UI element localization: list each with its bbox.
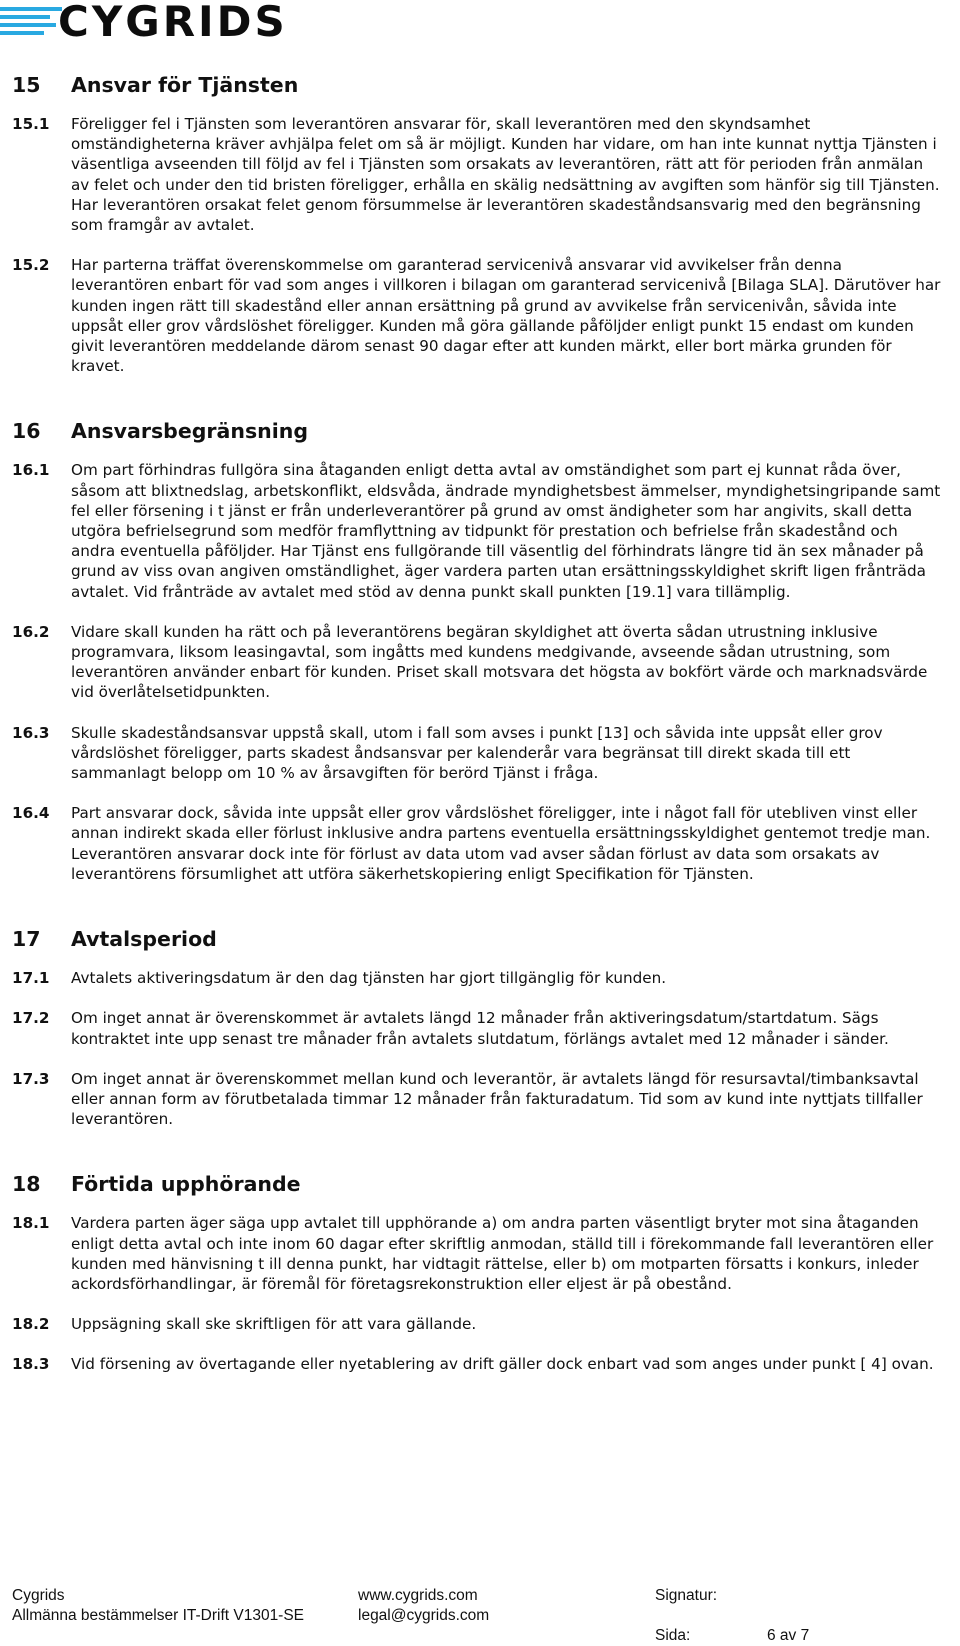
clause: [12, 803, 942, 884]
section-title: Avtalsperiod: [71, 927, 217, 952]
clause-text: Skulle skadeståndsansvar uppstå skall, utom i fall som avses i punkt [13] och såvida inte uppsåt eller grov vårdslöshet föreligger, parts skadest åndsansvar per kalenderår vara begränsat till direkt skada till ett sammanlagt belopp om 10 % av årsavgiften för berörd Tjänst i fråga.: [71, 723, 883, 783]
footer-labels-block: [655, 1586, 717, 1646]
clause-text: Vid försening av övertagande eller nyetablering av drift gäller dock enbart vad som anges under punkt [ 4] ovan.: [71, 1355, 934, 1374]
document-body: [12, 72, 942, 1395]
clause-text: Har parterna träffat överenskommelse om garanterad servicenivå ansvarar vid avvikelser från denna leverantören enbart för vad som anges i villkoren i bilagan om garanterad servicenivå [Bilaga SLA]. Därutöver har kunden ingen rätt till skadestånd eller annan ersättning på grund av avvikelse från servicenivån, såvida inte uppsåt eller grov vårdslöshet föreligger. Kunden må göra gällande påföljder enligt punkt 15 endast om kunden givit leverantören meddelande därom senast 90 dagar efter att kunden märkt, eller bort märka grunden för kravet.: [71, 256, 941, 376]
clause-text: Om inget annat är överenskommet mellan kund och leverantör, är avtalets längd för resursavtal/timbanksavtal eller annan form av förutbetalada timmar 12 månader från fakturadatum. Tid som av kund inte nyttjats tillfaller leverantören.: [71, 1069, 923, 1129]
clause: [12, 723, 942, 784]
clause-number: 17.1: [12, 969, 50, 988]
clause-text: Uppsägning skall ske skriftligen för att vara gällande.: [71, 1315, 477, 1334]
section-number: 17: [12, 927, 41, 952]
footer-company: Cygrids: [12, 1587, 65, 1604]
footer-contact-block: [358, 1586, 489, 1626]
section-title: Förtida upphörande: [71, 1172, 301, 1197]
logo-stripes-icon: [0, 7, 62, 39]
footer-email: legal@cygrids.com: [358, 1607, 490, 1624]
logo-wordmark: CYGRIDS: [58, 0, 288, 46]
clause: [12, 255, 942, 376]
clause-text: Om part förhindras fullgöra sina åtaganden enligt detta avtal av omständighet som part ej kunnat råda över, såsom att blixtnedslag, arbetskonflikt, eldsvåda, ändrade myndighetsbest ämmelser, myndighetsingripande samt fel eller försening i t jänst er från underleverantörer på grund av omst ändigheter som har angivits, skall detta utgöra befrielsegrund som medför framflyttning av tidpunkt för prestation och befrielse från skadestånd och andra eventuella påföljder. Har Tjänst ens fullgörande till väsentlig del förhindrats längre tid än sex månader på grund av viss ovan angiven omständlighet, äger vardera parten utan ersättningsskyldighet skrift ligen frånträda avtalet. Vid frånträde av avtalet med stöd av denna punkt skall punkten [19.1] vara tillämplig.: [71, 461, 941, 601]
clause: [12, 114, 942, 235]
clause: [12, 1069, 942, 1130]
clause: [12, 1314, 942, 1334]
clause-number: 18.1: [12, 1214, 50, 1233]
section-title: Ansvar för Tjänsten: [71, 73, 299, 97]
clause: [12, 460, 942, 601]
clause: [12, 968, 942, 988]
clause: [12, 1008, 942, 1048]
clause-number: 16.1: [12, 461, 50, 480]
clause-number: 17.3: [12, 1069, 50, 1088]
section-heading: [12, 72, 942, 98]
clause-text: Vardera parten äger säga upp avtalet till upphörande a) om andra parten väsentligt bryter mot sina åtaganden enligt detta avtal och inte inom 60 dagar efter skriftlig anmodan, ställd till i förekommande fall leverantören eller kunden med hänvisning t ill denna punkt, har vidtagit rättelse, eller b) om motparten försatts i konkurs, inleder ackordsförhandlingar, är föremål för företagsrekonstruktion eller eljest är på obestånd.: [71, 1214, 934, 1293]
clause: [12, 1354, 942, 1374]
clause-number: 15.1: [12, 115, 50, 133]
clause-text: Vidare skall kunden ha rätt och på leverantörens begäran skyldighet att överta sådan utrustning inklusive programvara, liksom leasingavtal, som ingåtts med kundens medgivande, avseende sådan utrustning, som leverantören använder enbart för kunden. Priset skall motsvara det högsta av bokfört värde och marknadsvärde vid överlåtelsetidpunkten.: [71, 622, 928, 702]
clause-number: 18.2: [12, 1315, 50, 1334]
clause-text: Om inget annat är överenskommet är avtalets längd 12 månader från aktiveringsdatum/startdatum. Sägs kontraktet inte upp senast tre månader från avtalets slutdatum, förlängs avtalet med 12 månader i sänder.: [71, 1009, 889, 1048]
footer-signature-label: Signatur:: [655, 1587, 718, 1604]
section-number: 15: [12, 73, 41, 97]
clause-number: 17.2: [12, 1009, 50, 1028]
footer-web: www.cygrids.com: [358, 1587, 478, 1604]
clause: [12, 1213, 942, 1294]
footer-doc-name: Allmänna bestämmelser IT-Drift V1301-SE: [12, 1607, 305, 1624]
clause-number: 16.4: [12, 804, 50, 823]
footer-page-block: [767, 1586, 809, 1646]
clause-number: 16.3: [12, 723, 50, 742]
section-number: 18: [12, 1172, 41, 1197]
clause-text: Föreligger fel i Tjänsten som leverantören ansvarar för, skall leverantören med den skyndsamhet omständigheterna kräver avhjälpa felet om så är möjligt. Kunden har vidare, om han inte kunnat nyttja Tjänsten i väsentliga avseenden till följd av fel i Tjänsten som orsakats av leverantören, rätt att för perioden från anmälan av felet och under den tid bristen föreligger, erhålla en skälig nedsättning av avgiften som hänför sig till Tjänsten. Har leverantören orsakat felet genom försummelse är leverantören skadeståndsansvarig med den begränsning som framgår av avtalet.: [71, 115, 940, 235]
section-heading: [12, 1171, 942, 1197]
clause-text: Part ansvarar dock, såvida inte uppsåt eller grov vårdslöshet föreligger, inte i något fall för utebliven vinst eller annan indirekt skada eller förlust inklusive andra partens eventuella ersättningsskyldighet gentemot tredje man. Leverantören ansvarar dock inte för förlust av data utom vad avser sådan förlust av data som orsakats av leverantörens försumlighet att utföra säkerhetskopiering enligt Specifikation för Tjänsten.: [71, 804, 931, 883]
clause: [12, 622, 942, 703]
page-header: [0, 0, 400, 44]
clause-text: Avtalets aktiveringsdatum är den dag tjänsten har gjort tillgänglig för kunden.: [71, 969, 667, 988]
section-heading: [12, 418, 942, 444]
clause-number: 16.2: [12, 622, 50, 641]
footer-page-value: 6 av 7: [767, 1627, 810, 1644]
clause-number: 15.2: [12, 256, 50, 275]
section-title: Ansvarsbegränsning: [71, 419, 309, 444]
section-number: 16: [12, 419, 41, 444]
section-heading: [12, 926, 942, 952]
footer-page-label: Sida:: [655, 1627, 691, 1644]
clause-number: 18.3: [12, 1355, 50, 1374]
footer-company-block: [12, 1586, 304, 1626]
